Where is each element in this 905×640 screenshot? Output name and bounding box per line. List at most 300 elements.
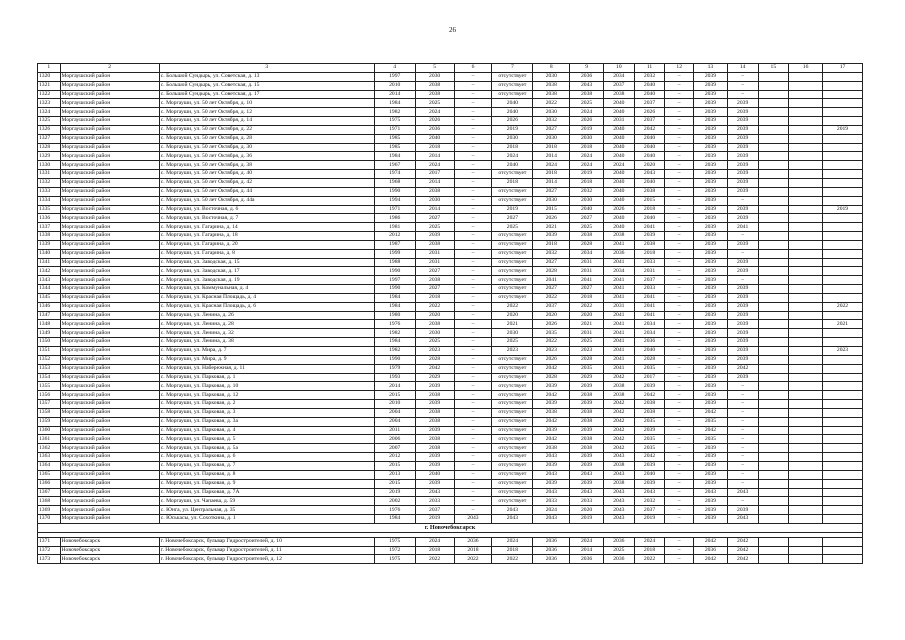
cell-district: Моргаушский район <box>60 187 159 196</box>
cell-col-16 <box>789 515 823 524</box>
cell-col-15 <box>758 258 789 267</box>
cell-col-15 <box>758 302 789 311</box>
cell-col-11: 2042 <box>634 453 665 462</box>
cell-col-8: 2018 <box>533 240 570 249</box>
cell-col-11: 2038 <box>634 240 665 249</box>
cell-col-14: 2039 <box>727 187 758 196</box>
cell-col-7: отсутствует <box>492 408 533 417</box>
cell-row-number: 1338 <box>38 232 61 241</box>
cell-col-7: отсутствует <box>492 355 533 364</box>
cell-col-13: 2039 <box>694 479 728 488</box>
cell-commission-year: 1975 <box>374 555 415 564</box>
cell-col-16 <box>789 479 823 488</box>
cell-col-15 <box>758 355 789 364</box>
cell-col-8: 2018 <box>533 170 570 179</box>
cell-col-10: 2042 <box>603 426 634 435</box>
cell-col-17 <box>822 232 862 241</box>
cell-col-11: 2034 <box>634 320 665 329</box>
cell-commission-year: 1988 <box>374 258 415 267</box>
cell-col-6: – <box>454 479 492 488</box>
cell-col-5: 2018 <box>415 293 454 302</box>
cell-col-12: – <box>665 285 694 294</box>
column-header-9: 9 <box>570 64 604 73</box>
cell-district: Моргаушский район <box>60 506 159 515</box>
cell-district: Моргаушский район <box>60 391 159 400</box>
cell-row-number: 1335 <box>38 205 61 214</box>
cell-commission-year: 1981 <box>374 223 415 232</box>
cell-address: с. Моргауши, ул. Парковая, д. 8 <box>159 470 374 479</box>
cell-col-13: 2039 <box>694 72 728 81</box>
cell-col-14: 2039 <box>727 355 758 364</box>
table-row <box>38 338 863 347</box>
cell-col-9: 2031 <box>570 329 604 338</box>
cell-col-7: отсутствует <box>492 187 533 196</box>
cell-col-16 <box>789 355 823 364</box>
cell-col-15 <box>758 293 789 302</box>
cell-col-16 <box>789 223 823 232</box>
cell-col-15 <box>758 187 789 196</box>
cell-col-16 <box>789 99 823 108</box>
cell-col-8: 2032 <box>533 249 570 258</box>
cell-col-13: 2039 <box>694 205 728 214</box>
cell-district: Моргаушский район <box>60 453 159 462</box>
cell-col-6: – <box>454 214 492 223</box>
cell-commission-year: 2002 <box>374 497 415 506</box>
cell-col-12: – <box>665 267 694 276</box>
cell-col-11: 2039 <box>634 461 665 470</box>
cell-address: с. Моргауши, ул. Набережная, д. 11 <box>159 364 374 373</box>
cell-col-15 <box>758 143 789 152</box>
cell-col-7: 2018 <box>492 143 533 152</box>
cell-district: Моргаушский район <box>60 178 159 187</box>
cell-commission-year: 2006 <box>374 435 415 444</box>
cell-col-12: – <box>665 205 694 214</box>
cell-col-5: 2031 <box>415 258 454 267</box>
cell-col-10: 2040 <box>603 134 634 143</box>
cell-row-number: 1371 <box>38 537 61 546</box>
cell-row-number: 1364 <box>38 461 61 470</box>
cell-col-17 <box>822 152 862 161</box>
cell-col-14: – <box>727 444 758 453</box>
cell-col-10: 2041 <box>603 311 634 320</box>
cell-col-15 <box>758 223 789 232</box>
cell-col-12: – <box>665 152 694 161</box>
cell-col-6: – <box>454 444 492 453</box>
cell-address: с. Моргауши, ул. Восточная, д. 7 <box>159 214 374 223</box>
cell-district: Моргаушский район <box>60 240 159 249</box>
cell-col-12: – <box>665 555 694 564</box>
cell-district: Моргаушский район <box>60 347 159 356</box>
cell-col-15 <box>758 117 789 126</box>
cell-col-13: 2039 <box>694 276 728 285</box>
cell-address: с. Моргауши, ул. Парковая, д. 5 <box>159 435 374 444</box>
cell-col-15 <box>758 400 789 409</box>
cell-col-17 <box>822 355 862 364</box>
cell-col-11: 2040 <box>634 81 665 90</box>
cell-col-10: 2031 <box>603 117 634 126</box>
cell-col-7: отсутствует <box>492 267 533 276</box>
table-row <box>38 364 863 373</box>
table-row <box>38 426 863 435</box>
cell-col-16 <box>789 373 823 382</box>
cell-col-9: 2039 <box>570 479 604 488</box>
table-row <box>38 249 863 258</box>
cell-col-7: 2020 <box>492 311 533 320</box>
cell-col-8: 2027 <box>533 285 570 294</box>
cell-col-7: отсутствует <box>492 488 533 497</box>
column-header-3: 3 <box>159 64 374 73</box>
cell-col-11: 2036 <box>634 338 665 347</box>
cell-district: Новочебоксарск <box>60 555 159 564</box>
cell-col-13: 2039 <box>694 161 728 170</box>
cell-row-number: 1343 <box>38 276 61 285</box>
cell-col-7: отсутствует <box>492 81 533 90</box>
cell-col-6: – <box>454 408 492 417</box>
cell-col-5: 2039 <box>415 232 454 241</box>
cell-col-14: – <box>727 461 758 470</box>
cell-col-10: 2040 <box>603 143 634 152</box>
cell-col-14: – <box>727 81 758 90</box>
cell-row-number: 1367 <box>38 488 61 497</box>
cell-commission-year: 1971 <box>374 125 415 134</box>
cell-col-17 <box>822 117 862 126</box>
cell-col-6: – <box>454 347 492 356</box>
cell-col-7: 2021 <box>492 320 533 329</box>
cell-col-9: 2035 <box>570 364 604 373</box>
cell-col-5: 2026 <box>415 117 454 126</box>
cell-row-number: 1329 <box>38 152 61 161</box>
cell-col-17 <box>822 143 862 152</box>
cell-col-16 <box>789 506 823 515</box>
cell-col-17 <box>822 267 862 276</box>
cell-col-14: 2039 <box>727 311 758 320</box>
cell-address: с. Моргауши, ул. Гагарина, д. 8 <box>159 249 374 258</box>
cell-col-11: 2018 <box>634 546 665 555</box>
cell-district: Моргаушский район <box>60 258 159 267</box>
cell-col-11: 2043 <box>634 170 665 179</box>
cell-col-15 <box>758 373 789 382</box>
cell-district: Моргаушский район <box>60 497 159 506</box>
cell-col-17 <box>822 293 862 302</box>
cell-col-16 <box>789 338 823 347</box>
cell-row-number: 1368 <box>38 497 61 506</box>
cell-col-7: отсутствует <box>492 373 533 382</box>
cell-col-16 <box>789 143 823 152</box>
cell-col-5: 2038 <box>415 276 454 285</box>
cell-col-9: 2024 <box>570 161 604 170</box>
cell-col-10: 2041 <box>603 285 634 294</box>
cell-col-5: 2039 <box>415 461 454 470</box>
cell-col-6: 2036 <box>454 537 492 546</box>
cell-col-6: – <box>454 232 492 241</box>
cell-col-13: 2042 <box>694 537 728 546</box>
column-header-12: 12 <box>665 64 694 73</box>
cell-col-9: 2014 <box>570 546 604 555</box>
cell-address: с. Моргауши, ул. 50 лет Октября, д. 30 <box>159 143 374 152</box>
column-header-13: 13 <box>694 64 728 73</box>
cell-district: Моргаушский район <box>60 267 159 276</box>
cell-address: с. Юнга, ул. Центральная, д. 35 <box>159 506 374 515</box>
cell-col-9: 2028 <box>570 240 604 249</box>
cell-address: с. Моргауши, ул. Парковая, д. 5а <box>159 444 374 453</box>
cell-col-12: – <box>665 143 694 152</box>
cell-col-16 <box>789 276 823 285</box>
cell-col-15 <box>758 311 789 320</box>
cell-district: Моргаушский район <box>60 329 159 338</box>
cell-col-11: 2035 <box>634 444 665 453</box>
cell-col-14: 2039 <box>727 347 758 356</box>
cell-col-14: 2039 <box>727 143 758 152</box>
cell-col-11: 2035 <box>634 435 665 444</box>
cell-col-10: 2038 <box>603 232 634 241</box>
cell-col-12: – <box>665 90 694 99</box>
cell-row-number: 1349 <box>38 329 61 338</box>
cell-col-5: 2039 <box>415 382 454 391</box>
cell-col-5: 2027 <box>415 214 454 223</box>
cell-col-13: 2039 <box>694 196 728 205</box>
cell-address: с. Моргауши, ул. Ленина, д. 28 <box>159 320 374 329</box>
cell-col-16 <box>789 258 823 267</box>
cell-col-9: 2024 <box>570 108 604 117</box>
cell-col-9: 2039 <box>570 400 604 409</box>
cell-col-11: 2019 <box>634 515 665 524</box>
cell-commission-year: 2012 <box>374 453 415 462</box>
cell-district: Моргаушский район <box>60 417 159 426</box>
cell-row-number: 1363 <box>38 453 61 462</box>
cell-col-13: 2039 <box>694 223 728 232</box>
cell-commission-year: 1985 <box>374 134 415 143</box>
cell-col-13: 2039 <box>694 125 728 134</box>
cell-col-6: 2043 <box>454 515 492 524</box>
cell-col-15 <box>758 81 789 90</box>
cell-col-7: 2040 <box>492 108 533 117</box>
cell-district: Моргаушский район <box>60 444 159 453</box>
table-row <box>38 435 863 444</box>
cell-col-8: 2042 <box>533 417 570 426</box>
cell-col-6: – <box>454 81 492 90</box>
cell-col-8: 2026 <box>533 214 570 223</box>
cell-col-6: – <box>454 108 492 117</box>
cell-col-6: – <box>454 178 492 187</box>
cell-col-9: 2033 <box>570 497 604 506</box>
cell-row-number: 1324 <box>38 108 61 117</box>
cell-district: Моргаушский район <box>60 72 159 81</box>
cell-commission-year: 2012 <box>374 232 415 241</box>
cell-col-15 <box>758 108 789 117</box>
cell-address: с. Моргауши, ул. Ленина, д. 38 <box>159 338 374 347</box>
cell-col-8: 2043 <box>533 488 570 497</box>
cell-col-6: 2022 <box>454 555 492 564</box>
cell-col-14: – <box>727 249 758 258</box>
cell-col-9: 2019 <box>570 125 604 134</box>
cell-col-8: 2039 <box>533 382 570 391</box>
cell-address: с. Моргауши, ул. Парковая, д. 10 <box>159 382 374 391</box>
column-header-1: 1 <box>38 64 61 73</box>
cell-address: с. Моргауши, ул. Парковая, д. 4 <box>159 426 374 435</box>
cell-col-5: 2024 <box>415 108 454 117</box>
cell-row-number: 1347 <box>38 311 61 320</box>
table-row <box>38 444 863 453</box>
cell-col-10: 2040 <box>603 108 634 117</box>
cell-row-number: 1325 <box>38 117 61 126</box>
cell-col-12: – <box>665 99 694 108</box>
cell-address: с. Моргауши, ул. Мира, д. 9 <box>159 355 374 364</box>
cell-col-12: – <box>665 417 694 426</box>
cell-address: с. Моргауши, ул. Заводская, д. 19 <box>159 276 374 285</box>
cell-col-11: 2038 <box>634 400 665 409</box>
cell-col-13: 2039 <box>694 364 728 373</box>
cell-col-14: – <box>727 426 758 435</box>
cell-col-8: 2028 <box>533 267 570 276</box>
cell-col-6: – <box>454 276 492 285</box>
cell-col-11: 2017 <box>634 373 665 382</box>
cell-col-16 <box>789 249 823 258</box>
cell-col-6: – <box>454 338 492 347</box>
cell-col-13: 2039 <box>694 444 728 453</box>
cell-col-6: – <box>454 205 492 214</box>
cell-col-6: – <box>454 223 492 232</box>
cell-commission-year: 2004 <box>374 417 415 426</box>
cell-col-8: 2038 <box>533 81 570 90</box>
cell-col-12: – <box>665 276 694 285</box>
cell-col-15 <box>758 196 789 205</box>
table-row <box>38 391 863 400</box>
cell-district: Моргаушский район <box>60 108 159 117</box>
cell-col-17 <box>822 329 862 338</box>
cell-col-9: 2038 <box>570 408 604 417</box>
cell-col-10: 2034 <box>603 72 634 81</box>
cell-col-6: – <box>454 134 492 143</box>
cell-district: Моргаушский район <box>60 488 159 497</box>
table-row <box>38 214 863 223</box>
cell-col-15 <box>758 214 789 223</box>
cell-col-17 <box>822 99 862 108</box>
cell-col-10: 2043 <box>603 488 634 497</box>
cell-col-5: 2037 <box>415 506 454 515</box>
section-title: г. Новочебоксарск <box>38 523 863 532</box>
cell-col-7: 2018 <box>492 546 533 555</box>
cell-col-7: отсутствует <box>492 453 533 462</box>
cell-col-17 <box>822 391 862 400</box>
cell-col-16 <box>789 285 823 294</box>
cell-address: г. Новочебоксарск, бульвар Гидростроителей, д. 12 <box>159 555 374 564</box>
cell-row-number: 1360 <box>38 426 61 435</box>
cell-col-16 <box>789 382 823 391</box>
cell-col-15 <box>758 205 789 214</box>
cell-col-8: 2021 <box>533 223 570 232</box>
table-row <box>38 293 863 302</box>
cell-col-17 <box>822 488 862 497</box>
cell-row-number: 1337 <box>38 223 61 232</box>
cell-col-15 <box>758 537 789 546</box>
cell-col-7: 2022 <box>492 555 533 564</box>
cell-col-13: 2039 <box>694 134 728 143</box>
cell-col-10: 2040 <box>603 170 634 179</box>
cell-col-9: 2025 <box>570 99 604 108</box>
cell-col-11: 2040 <box>634 134 665 143</box>
cell-row-number: 1344 <box>38 285 61 294</box>
cell-col-13: 2039 <box>694 249 728 258</box>
cell-col-5: 2038 <box>415 417 454 426</box>
cell-col-15 <box>758 515 789 524</box>
cell-col-10: 2041 <box>603 320 634 329</box>
cell-col-10: 2041 <box>603 293 634 302</box>
cell-col-14: – <box>727 417 758 426</box>
cell-col-16 <box>789 497 823 506</box>
cell-col-16 <box>789 302 823 311</box>
cell-col-7: отсутствует <box>492 444 533 453</box>
cell-col-15 <box>758 497 789 506</box>
cell-col-5: 2038 <box>415 240 454 249</box>
table-row <box>38 117 863 126</box>
cell-col-8: 2024 <box>533 161 570 170</box>
cell-district: Моргаушский район <box>60 355 159 364</box>
cell-col-13: 2039 <box>694 214 728 223</box>
cell-col-12: – <box>665 72 694 81</box>
cell-commission-year: 1975 <box>374 117 415 126</box>
cell-col-8: 2033 <box>533 497 570 506</box>
cell-address: с. Моргауши, ул. Красная Площадь, д. 6 <box>159 302 374 311</box>
cell-col-8: 2022 <box>533 338 570 347</box>
cell-row-number: 1369 <box>38 506 61 515</box>
cell-col-9: 2026 <box>570 117 604 126</box>
cell-district: Новочебоксарск <box>60 546 159 555</box>
cell-address: с. Моргауши, ул. Гагарина, д. 18 <box>159 232 374 241</box>
cell-col-6: – <box>454 435 492 444</box>
cell-col-9: 2029 <box>570 373 604 382</box>
cell-address: с. Моргауши, ул. Коммунальная, д. 4 <box>159 285 374 294</box>
cell-col-11: 2037 <box>634 99 665 108</box>
cell-col-11: 2018 <box>634 205 665 214</box>
cell-address: с. Моргауши, ул. 50 лет Октября, д. 44 <box>159 187 374 196</box>
cell-col-10: 2041 <box>603 338 634 347</box>
cell-col-8: 2027 <box>533 187 570 196</box>
cell-col-16 <box>789 240 823 249</box>
cell-col-8: 2014 <box>533 152 570 161</box>
cell-row-number: 1339 <box>38 240 61 249</box>
table-row <box>38 143 863 152</box>
cell-row-number: 1348 <box>38 320 61 329</box>
cell-col-17: 2019 <box>822 125 862 134</box>
cell-col-15 <box>758 152 789 161</box>
cell-col-10: 2041 <box>603 355 634 364</box>
cell-col-16 <box>789 461 823 470</box>
cell-commission-year: 1984 <box>374 338 415 347</box>
cell-col-10: 2040 <box>603 152 634 161</box>
cell-col-8: 2027 <box>533 125 570 134</box>
cell-col-7: отсутствует <box>492 72 533 81</box>
cell-col-14: 2039 <box>727 170 758 179</box>
cell-col-5: 2038 <box>415 435 454 444</box>
cell-col-14: 2039 <box>727 205 758 214</box>
table-row <box>38 125 863 134</box>
cell-col-14: 2039 <box>727 267 758 276</box>
cell-address: с. Моргауши, ул. Парковая, д. 9 <box>159 479 374 488</box>
cell-col-9: 2036 <box>570 555 604 564</box>
table-row <box>38 329 863 338</box>
cell-col-6: – <box>454 117 492 126</box>
cell-col-6: – <box>454 506 492 515</box>
cell-col-5: 2039 <box>415 453 454 462</box>
table-row <box>38 267 863 276</box>
cell-col-12: – <box>665 373 694 382</box>
cell-commission-year: 1982 <box>374 329 415 338</box>
cell-col-13: 2039 <box>694 497 728 506</box>
cell-col-13: 2039 <box>694 232 728 241</box>
cell-col-13: 2039 <box>694 90 728 99</box>
cell-col-12: – <box>665 161 694 170</box>
cell-col-13: 2039 <box>694 470 728 479</box>
